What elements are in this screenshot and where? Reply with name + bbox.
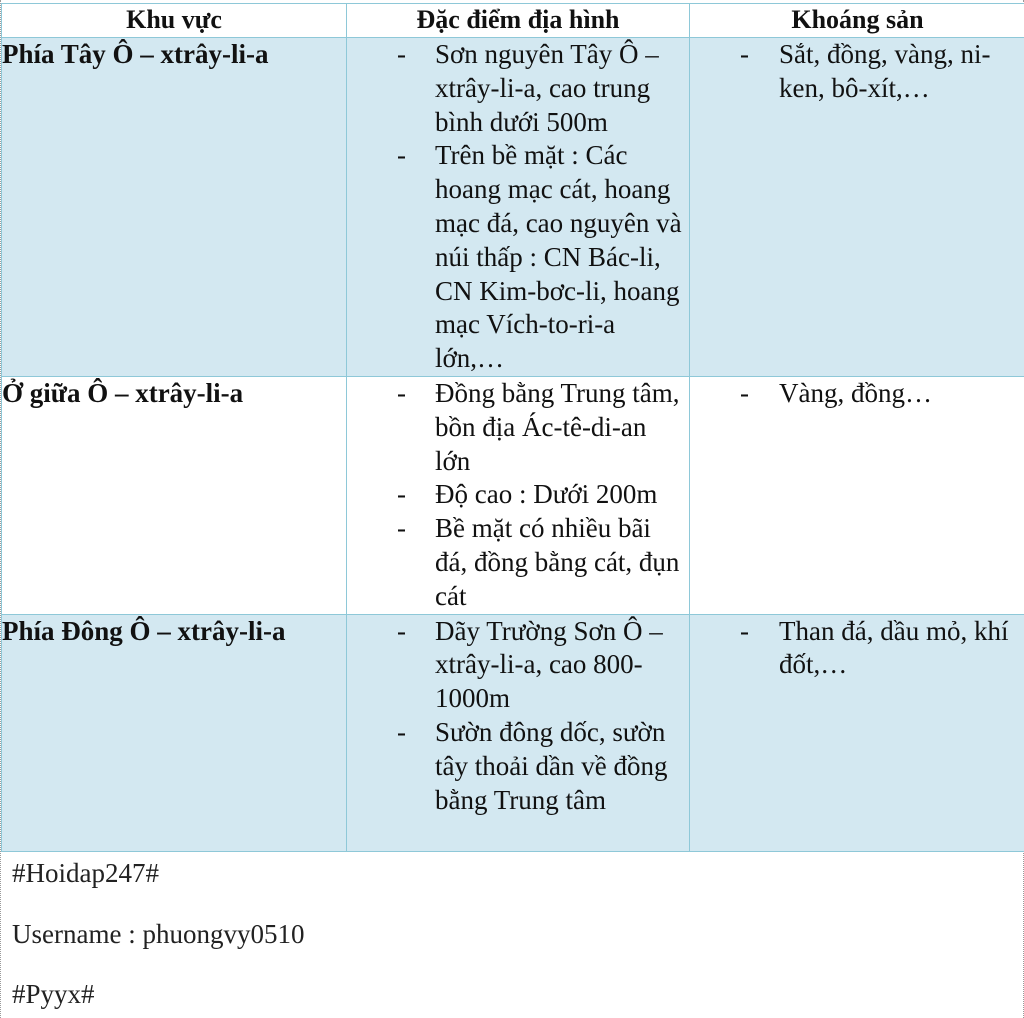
dash-marker: -	[397, 378, 406, 408]
dash-marker: -	[740, 378, 749, 408]
dash-marker: -	[397, 513, 406, 544]
minerals-text: Vàng, đồng…	[779, 378, 932, 408]
dash-marker: -	[397, 39, 406, 69]
table-row	[2, 38, 1024, 377]
feature-text: Dãy Trường Sơn Ô – xtrây-li-a, cao 800-1000m	[435, 615, 663, 714]
features-cell	[347, 38, 690, 377]
list-item	[690, 38, 1024, 106]
dash-marker: -	[397, 615, 406, 646]
header-terrain-features: Đặc điểm địa hình	[347, 4, 690, 38]
minerals-text: Sắt, đồng, vàng, ni-ken, bô-xít,…	[779, 39, 991, 103]
signature-line: #Pyyx#	[12, 979, 95, 1009]
features-cell	[347, 614, 690, 851]
minerals-cell	[690, 38, 1024, 377]
list-item	[347, 377, 689, 478]
region-cell: Phía Tây Ô – xtrây-li-a	[2, 38, 347, 377]
header-minerals: Khoáng sản	[690, 4, 1024, 38]
table-row	[2, 377, 1024, 615]
list-item	[347, 139, 689, 376]
feature-text: Sườn đông dốc, sườn tây thoải dần về đồng bằng Trung tâm	[435, 716, 668, 815]
list-item	[347, 716, 689, 817]
header-region: Khu vực	[2, 4, 347, 38]
list-item	[347, 38, 689, 139]
features-list	[347, 377, 689, 614]
minerals-list	[690, 377, 1024, 411]
minerals-list	[690, 615, 1024, 683]
dash-marker: -	[740, 615, 749, 646]
feature-text: Sơn nguyên Tây Ô – xtrây-li-a, cao trung bình dưới 500m	[435, 39, 659, 137]
feature-text: Trên bề mặt : Các hoang mạc cát, hoang mạc đá, cao nguyên và núi thấp : CN Bác-li, CN Kim-bơc-li, hoang mạc Vích-to-ri-a lớn,…	[435, 140, 682, 374]
feature-text: Đồng bằng Trung tâm, bồn địa Ác-tê-di-an lớn	[435, 378, 680, 476]
dash-marker: -	[397, 716, 406, 747]
minerals-list	[690, 38, 1024, 106]
minerals-cell	[690, 377, 1024, 615]
geography-table	[1, 3, 1024, 852]
minerals-cell	[690, 614, 1024, 851]
region-cell: Phía Đông Ô – xtrây-li-a	[2, 614, 347, 851]
features-cell	[347, 377, 690, 615]
table-row	[2, 614, 1024, 851]
username-line: Username : phuongvy0510	[12, 919, 305, 949]
list-item	[347, 478, 689, 512]
list-item	[347, 615, 689, 716]
feature-text: Bề mặt có nhiều bãi đá, đồng bằng cát, đụn cát	[435, 513, 680, 611]
hashtag-line: #Hoidap247#	[12, 858, 159, 888]
table-header-row	[2, 4, 1024, 38]
feature-text: Độ cao : Dưới 200m	[435, 479, 658, 510]
dash-marker: -	[740, 39, 749, 69]
list-item	[690, 377, 1024, 411]
list-item	[347, 512, 689, 613]
list-item	[690, 615, 1024, 683]
dash-marker: -	[397, 479, 406, 510]
minerals-text: Than đá, dầu mỏ, khí đốt,…	[779, 615, 1009, 680]
dash-marker: -	[397, 140, 406, 171]
features-list	[347, 38, 689, 376]
features-list	[347, 615, 689, 818]
region-cell: Ở giữa Ô – xtrây-li-a	[2, 377, 347, 615]
